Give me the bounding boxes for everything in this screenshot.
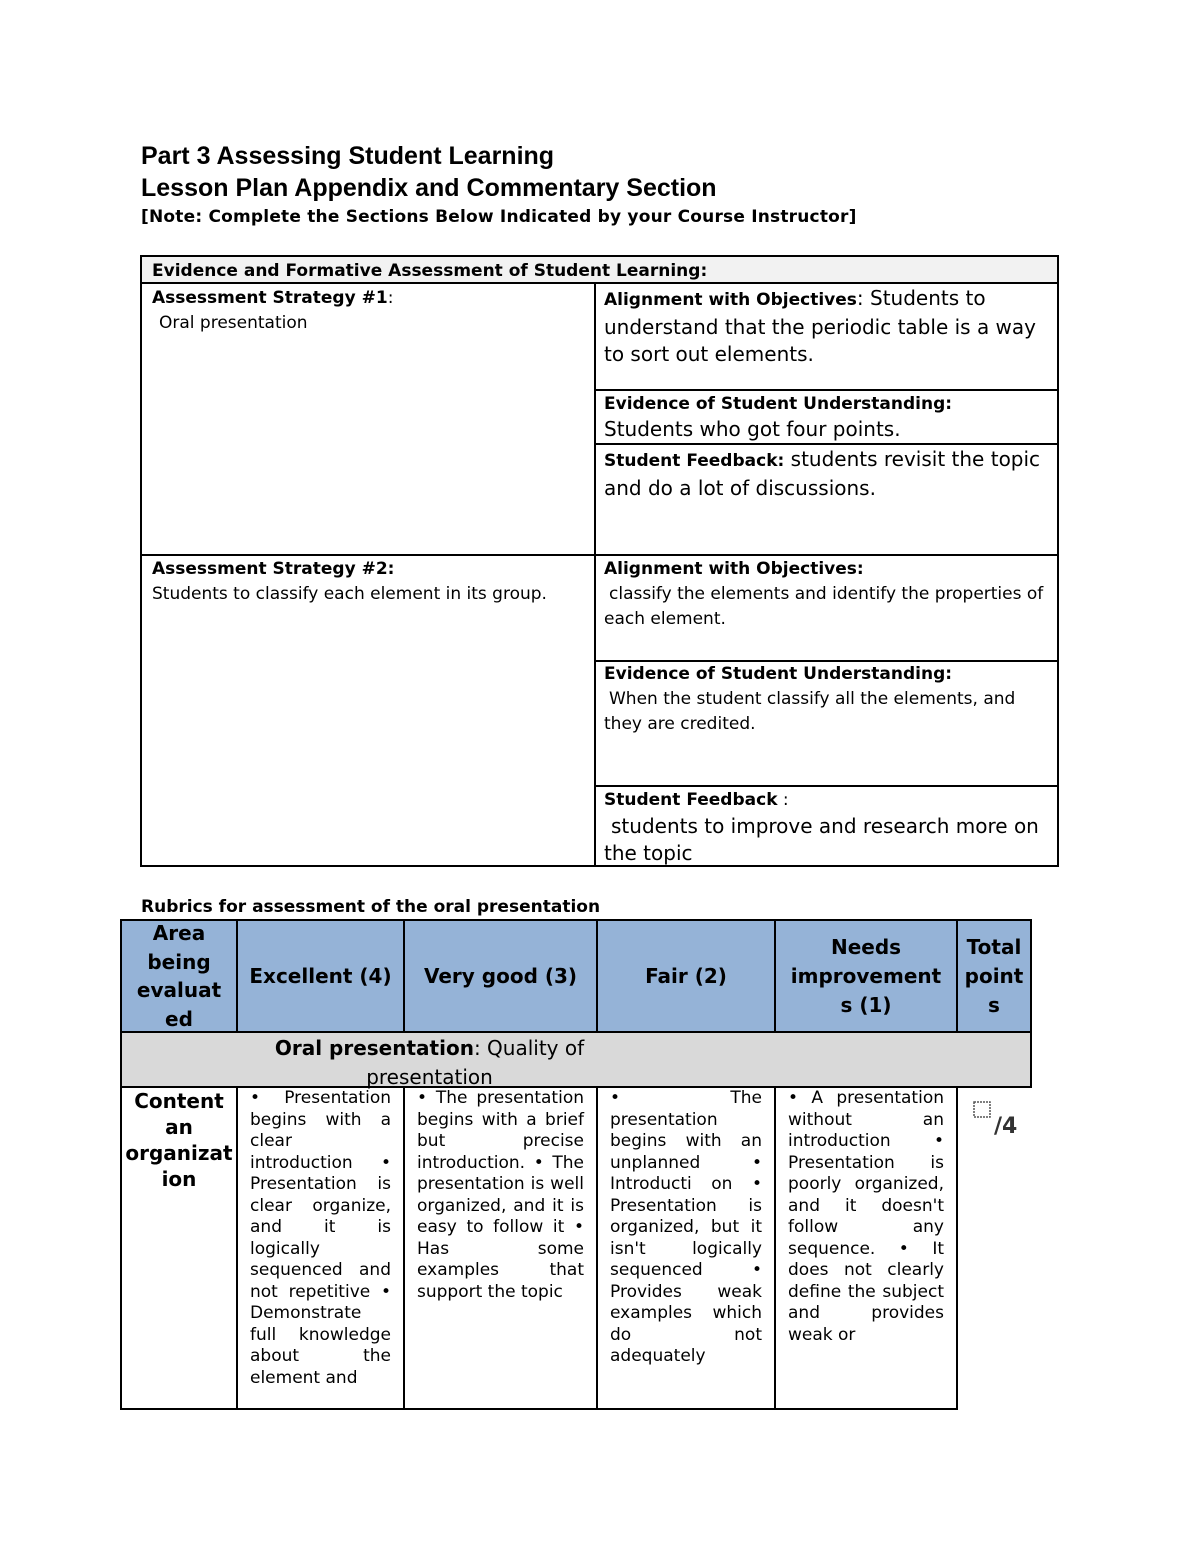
category-band	[120, 1033, 1032, 1088]
section-title: Lesson Plan Appendix and Commentary Section	[141, 174, 717, 202]
row-divider	[596, 443, 1057, 445]
header-total-points: Total point s	[956, 919, 1032, 1033]
evidence-column-divider	[594, 284, 596, 867]
needs-improvement-cell: • A presentation without an introduction • Presentation is poorly organized, and it doesn't follow any sequence. • It does not clearly define the subject and provides weak or	[774, 1088, 958, 1410]
evidence-2-cell	[604, 662, 1052, 737]
strategy-1-text: Oral presentation	[159, 313, 308, 333]
alignment-2-label: Alignment with Objectives:	[604, 559, 864, 579]
feedback-2-colon: :	[777, 790, 789, 810]
evidence-1-cell	[604, 392, 1052, 442]
alignment-1-label: Alignment with Objectives	[604, 290, 857, 310]
strategy-1-cell	[152, 286, 582, 336]
criterion-cell: Content an organizat ion	[120, 1088, 238, 1410]
alignment-2-text: classify the elements and identify the properties of each element.	[604, 584, 1044, 629]
fair-cell: • The presentation begins with an unplanned • Introducti on • Presentation is organized, but it isn't logically sequenced • Provides weak examples which do not adequately	[596, 1088, 776, 1410]
alignment-1-text: : Students to understand that the periodic table is a way to sort out elements.	[604, 286, 1037, 366]
evidence-1-label: Evidence of Student Understanding:	[604, 394, 953, 414]
header-needs-improvement: Needs improvement s (1)	[774, 919, 958, 1033]
evidence-2-text: When the student classify all the elements, and they are credited.	[604, 689, 1016, 734]
category-band-text	[257, 1034, 602, 1092]
feedback-1-label: Student Feedback:	[604, 451, 785, 471]
alignment-1-cell	[604, 285, 1052, 368]
strategy-2-label: Assessment Strategy #2:	[152, 559, 395, 579]
alignment-2-cell	[604, 557, 1052, 632]
excellent-cell: • Presentation begins with a clear introduction • Presentation is clear organize, and it is logically sequenced and not repetitive • Demonstrate full knowledge about the element and	[236, 1088, 405, 1410]
header-very-good: Very good (3)	[403, 919, 598, 1033]
evidence-2-label: Evidence of Student Understanding:	[604, 664, 953, 684]
strategy-divider	[142, 554, 1057, 556]
strategy-1-label: Assessment Strategy #1	[152, 288, 388, 308]
feedback-2-text: students to improve and research more on the topic	[604, 814, 1039, 865]
category-band-label: Oral presentation	[274, 1036, 474, 1060]
feedback-1-cell	[604, 446, 1052, 502]
category-band-desc: : Quality of presentation	[366, 1036, 585, 1089]
row-divider	[596, 785, 1057, 787]
strategy-2-cell	[152, 557, 582, 607]
header-excellent: Excellent (4)	[236, 919, 405, 1033]
points-denominator: /4	[994, 1114, 1018, 1139]
feedback-1-text: students revisit the topic and do a lot of discussions.	[604, 447, 1041, 500]
part-title: Part 3 Assessing Student Learning	[141, 142, 555, 170]
evidence-1-text: Students who got four points.	[604, 417, 901, 441]
instructor-note: [Note: Complete the Sections Below Indicated by your Course Instructor]	[141, 207, 857, 227]
row-divider	[596, 389, 1057, 391]
header-area-evaluated: Area being evaluat ed	[120, 919, 238, 1033]
feedback-2-cell	[604, 788, 1052, 867]
very-good-cell: • The presentation begins with a brief but precise introduction. • The presentation is well organized, and it is easy to follow it • Has some examples that support the topic	[403, 1088, 598, 1410]
feedback-2-label: Student Feedback	[604, 790, 778, 810]
points-field[interactable]	[966, 1094, 1026, 1146]
header-fair: Fair (2)	[596, 919, 776, 1033]
rubric-table	[120, 919, 1032, 1410]
evidence-table	[140, 255, 1059, 867]
rubric-title: Rubrics for assessment of the oral presentation	[141, 897, 601, 917]
strategy-2-text: Students to classify each element in its group.	[152, 584, 547, 604]
evidence-table-header: Evidence and Formative Assessment of Student Learning:	[142, 257, 1057, 284]
strategy-1-colon: :	[387, 288, 394, 308]
